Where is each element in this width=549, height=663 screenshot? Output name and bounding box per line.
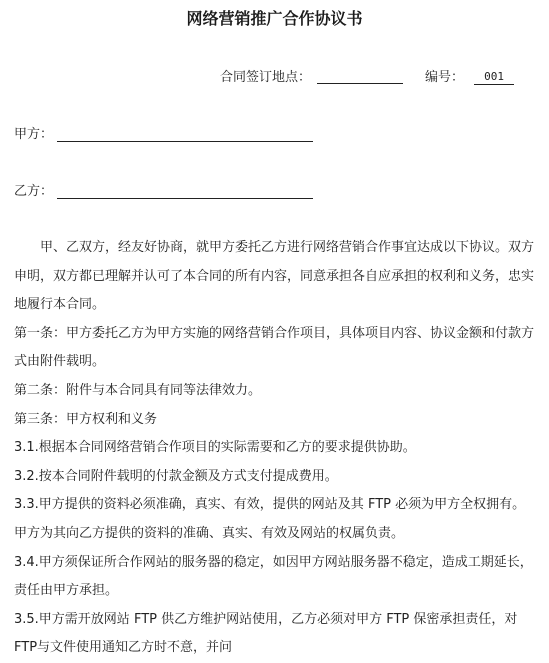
clause-3-heading: 第三条：甲方权利和义务: [14, 411, 158, 427]
contract-meta-line: [220, 66, 514, 85]
party-b-blank: [57, 184, 313, 199]
clause-3-3: 3.3.甲方提供的资料必须准确，真实、有效，提供的网站及其 FTP 必须为甲方全权拥有。甲方为其向乙方提供的资料的准确、真实、有效及网站的权属负责。: [14, 497, 526, 541]
clause-1: 第一条：甲方委托乙方为甲方实施的网络营销合作项目，具体项目内容、协议金额和付款方式由附件载明。: [14, 325, 535, 370]
party-b-line: [14, 180, 313, 199]
clause-3-5: 3.5.甲方需开放网站 FTP 供乙方维护网站使用，乙方必须对甲方 FTP 保密承担责任，对FTP与文件使用通知乙方时不意，并问: [14, 611, 518, 656]
party-a-line: [14, 123, 313, 142]
signing-place-label: 合同签订地点：: [220, 70, 312, 85]
party-a-label: 甲方：: [14, 127, 54, 142]
intro-paragraph: 甲、乙双方，经友好协商，就甲方委托乙方进行网络营销合作事宜达成以下协议。双方申明，双方都已理解并认可了本合同的所有内容，同意承担各自应承担的权利和义务，忠实地履行本合同。: [14, 240, 535, 313]
contract-number-value: 001: [474, 70, 514, 85]
document-title: 网络营销推广合作协议书: [186, 9, 363, 28]
clause-2: 第二条：附件与本合同具有同等法律效力。: [14, 382, 262, 398]
contract-number-label: 编号：: [425, 70, 465, 85]
party-a-blank: [57, 127, 313, 142]
party-b-label: 乙方：: [14, 184, 54, 199]
clause-3-4: 3.4.甲方须保证所合作网站的服务器的稳定，如因甲方网站服务器不稳定，造成工期延长，责任由甲方承担。: [14, 554, 533, 599]
clause-3-1: 3.1.根据本合同网络营销合作项目的实际需要和乙方的要求提供协助。: [14, 440, 416, 456]
clause-3-2: 3.2.按本合同附件载明的付款金额及方式支付提成费用。: [14, 468, 338, 484]
signing-place-blank: [317, 69, 403, 84]
contract-body: [14, 234, 534, 663]
